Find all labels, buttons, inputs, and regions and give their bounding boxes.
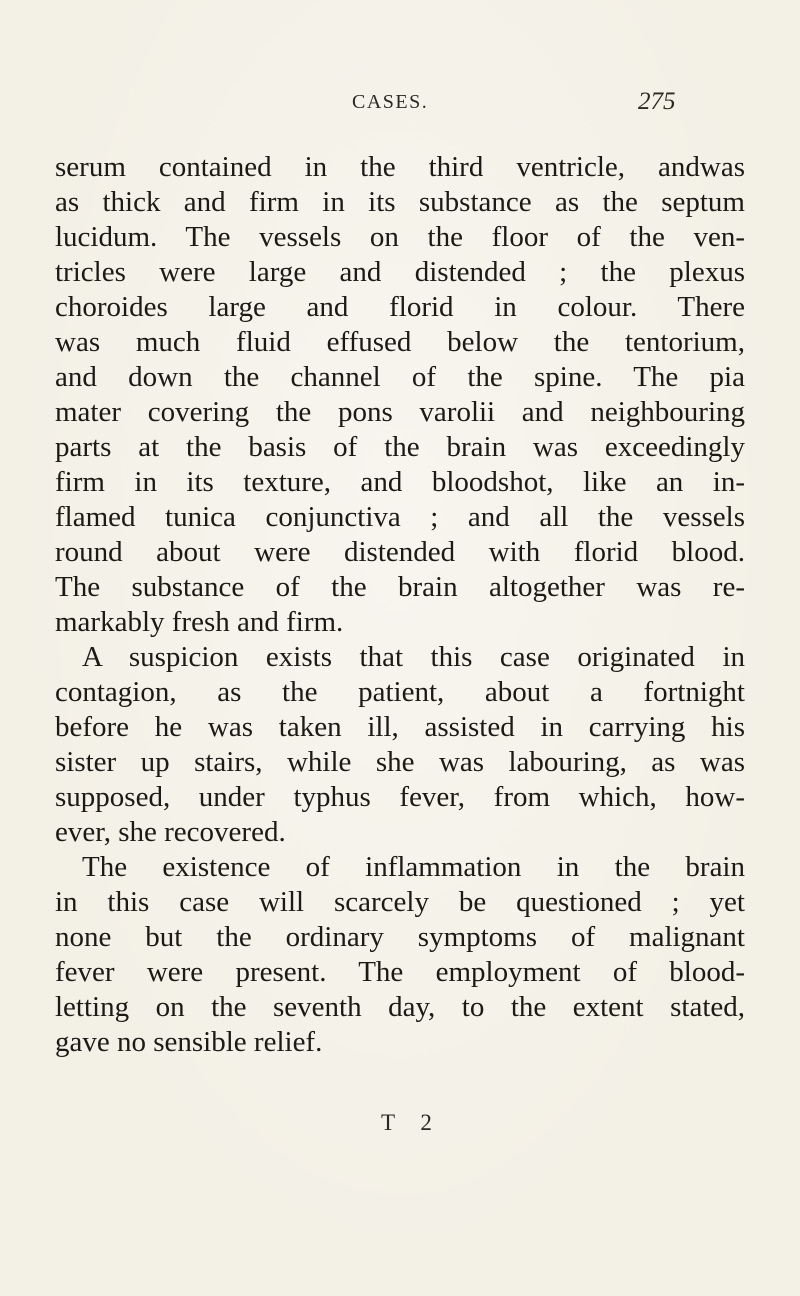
text-line: before he was taken ill, assisted in carrying his [55,711,745,743]
text-line: round about were distended with florid blood. [55,536,745,568]
text-line: serum contained in the third ventricle, andwas [55,151,745,183]
running-head-title: CASES. [352,91,429,113]
page-number: 275 [638,88,676,115]
text-line: choroides large and florid in colour. There [55,291,745,323]
text-line: parts at the basis of the brain was exceedingly [55,431,745,463]
text-line: gave no sensible relief. [55,1026,323,1058]
signature-mark: T 2 [381,1110,442,1135]
running-head [0,88,800,121]
text-line: flamed tunica conjunctiva ; and all the vessels [55,501,745,533]
text-line: A suspicion exists that this case originated in [82,641,745,673]
text-line: and down the channel of the spine. The pia [55,361,745,393]
text-line: as thick and firm in its substance as the septum [55,186,745,218]
text-line: The existence of inflammation in the brain [82,851,745,883]
text-line: fever were present. The employment of blood- [55,956,745,988]
text-line: tricles were large and distended ; the plexus [55,256,745,288]
text-line: none but the ordinary symptoms of malignant [55,921,745,953]
body-text [55,150,745,1060]
text-line: firm in its texture, and bloodshot, like an in- [55,466,745,498]
text-line: markably fresh and firm. [55,606,344,638]
text-line: mater covering the pons varolii and neighbouring [55,396,745,428]
text-line: sister up stairs, while she was labouring, as was [55,746,745,778]
text-line: in this case will scarcely be questioned ; yet [55,886,745,918]
text-line: lucidum. The vessels on the floor of the ven- [55,221,745,253]
text-line: letting on the seventh day, to the extent stated, [55,991,745,1023]
text-line: ever, she recovered. [55,816,286,848]
text-line: contagion, as the patient, about a fortnight [55,676,745,708]
text-line: was much fluid effused below the tentorium, [55,326,745,358]
text-line: The substance of the brain altogether was re- [55,571,745,603]
text-line: supposed, under typhus fever, from which, how- [55,781,745,813]
